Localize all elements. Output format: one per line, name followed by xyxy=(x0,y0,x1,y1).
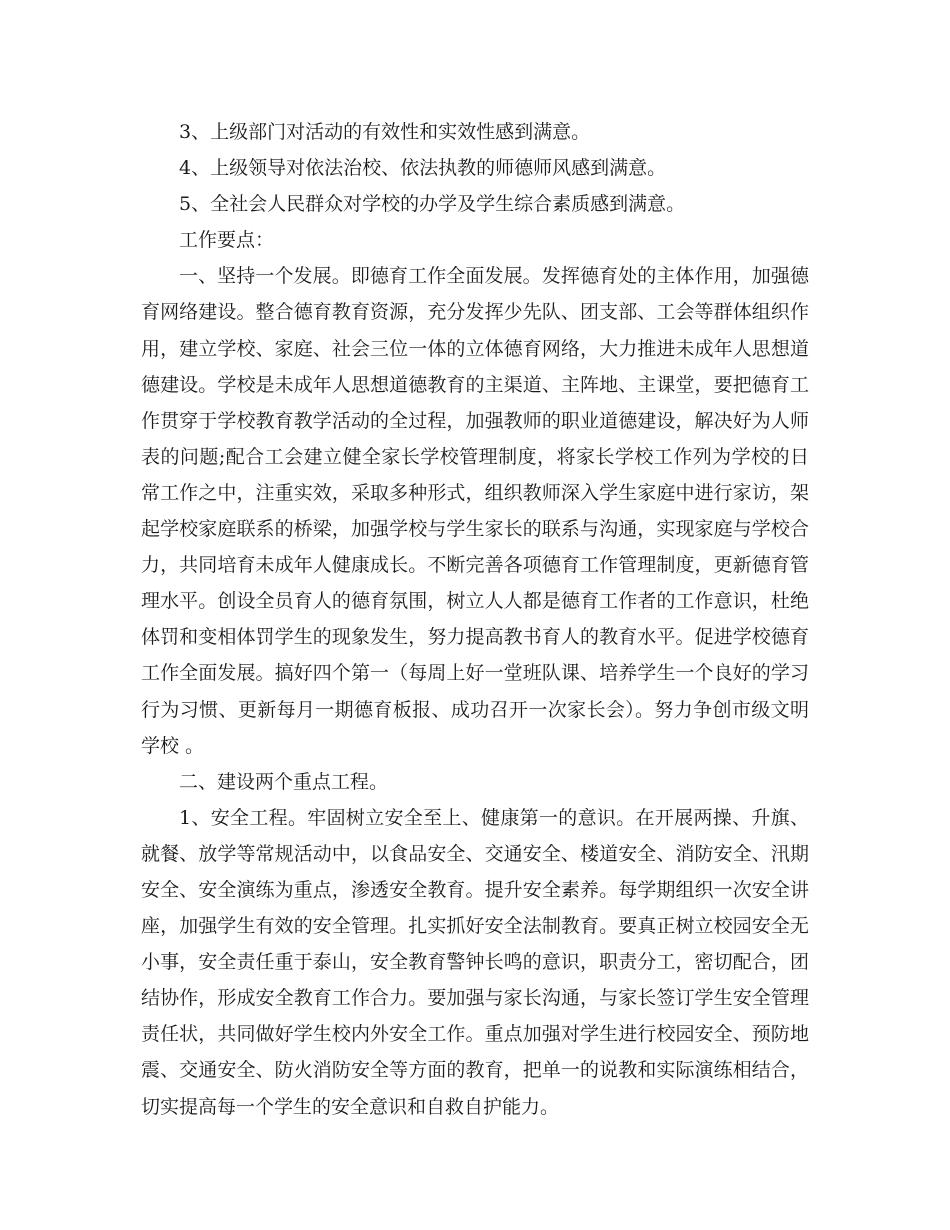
paragraph-safety-project: 1、安全工程。牢固树立安全至上、健康第一的意识。在开展两操、升旗、就餐、放学等常规活动中，以食品安全、交通安全、楼道安全、消防安全、汛期安全、安全演练为重点，渗透安全教育。提升安全素养。每学期组织一次安全讲座，加强学生有效的安全管理。扎实抓好安全法制教育。要真正树立校园安全无小事，安全责任重于泰山，安全教育警钟长鸣的意识，职责分工，密切配合，团结协作，形成安全教育工作合力。要加强与家长沟通，与家长签订学生安全管理责任状，共同做好学生校内外安全工作。重点加强对学生进行校园安全、预防地震、交通安全、防火消防安全等方面的教育，把单一的说教和实际演练相结合，切实提高每一个学生的安全意识和自救自护能力。 xyxy=(141,806,809,1118)
document-body xyxy=(141,114,809,1125)
paragraph-goal-4: 4、上级领导对依法治校、依法执教的师德师风感到满意。 xyxy=(179,157,667,180)
section-heading-two-projects: 二、建设两个重点工程。 xyxy=(179,770,389,793)
paragraph-goal-3: 3、上级部门对活动的有效性和实效性感到满意。 xyxy=(179,121,591,143)
section-heading-work-points: 工作要点： xyxy=(179,229,275,252)
paragraph-goal-5: 5、全社会人民群众对学校的办学及学生综合素质感到满意。 xyxy=(179,193,686,216)
paragraph-one-development: 一、坚持一个发展。即德育工作全面发展。发挥德育处的主体作用，加强德育网络建设。整合德育教育资源，充分发挥少先队、团支部、工会等群体组织作用，建立学校、家庭、社会三位一体的立体德育网络，大力推进未成年人思想道德建设。学校是未成年人思想道德教育的主渠道、主阵地、主课堂，要把德育工作贯穿于学校教育教学活动的全过程，加强教师的职业道德建设，解决好为人师表的问题;配合工会建立健全家长学校管理制度，将家长学校工作列为学校的日常工作之中，注重实效，采取多种形式，组织教师深入学生家庭中进行家访，架起学校家庭联系的桥梁，加强学校与学生家长的联系与沟通，实现家庭与学校合力，共同培育未成年人健康成长。不断完善各项德育工作管理制度，更新德育管理水平。创设全员育人的德育氛围，树立人人都是德育工作者的工作意识，杜绝体罚和变相体罚学生的现象发生，努力提高教书育人的教育水平。促进学校德育工作全面发展。搞好四个第一（每周上好一堂班队课、培养学生一个良好的学习行为习惯、更新每月一期德育板报、成功召开一次家长会）。努力争创市级文明学校 。 xyxy=(141,265,809,757)
